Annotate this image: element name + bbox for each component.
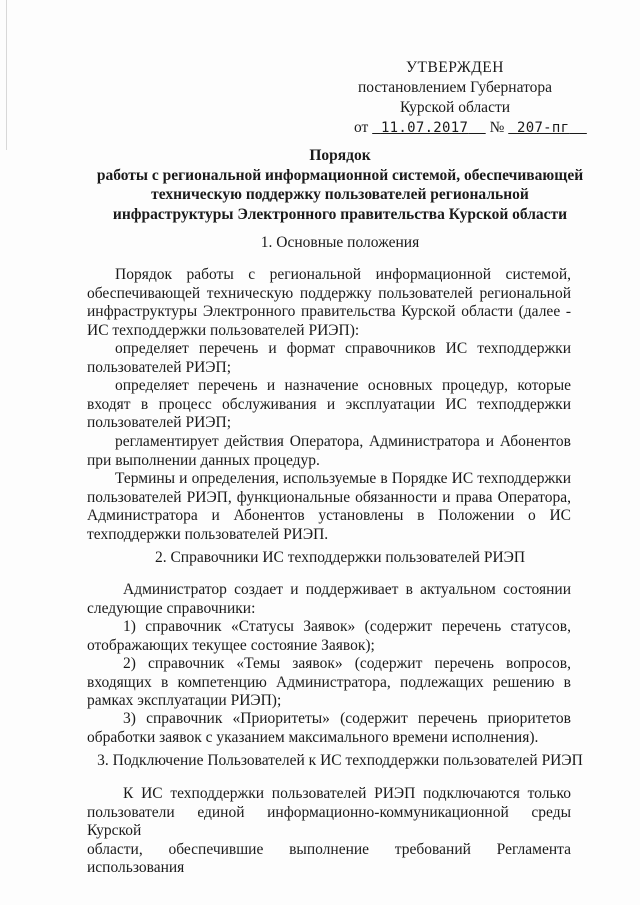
approval-date: 11.07.2017: [380, 120, 469, 136]
number-prefix: №: [489, 119, 505, 136]
section-1-heading: 1. Основные положения: [260, 234, 420, 251]
approval-line-2: Курской области: [399, 99, 511, 116]
section-1-paragraph-5: Термины и определения, используемые в Порядке ИС техподдержки пользователей РИЭП, функциональные обязанности и права Оператора, Администратора и Абонентов установлены в Положении о ИС техподдержки пользователей РИЭП.: [87, 470, 571, 543]
section-1-paragraph-2: определяет перечень и формат справочников ИС техподдержки пользователей РИЭП;: [87, 340, 571, 376]
approval-line-1: постановлением Губернатора: [357, 79, 553, 96]
section-2-item-3: 3) справочник «Приоритеты» (содержит перечень приоритетов обработки заявок с указанием максимального времени исполнения).: [87, 710, 571, 746]
section-1-paragraph-4: регламентирует действия Оператора, Администратора и Абонентов при выполнении данных процедур.: [87, 433, 571, 469]
section-3-paragraph-1: К ИС техподдержки пользователей РИЭП подключаются только пользователи единой информационно-коммуникационной среды Курской области, обеспечившие выполнение требований Регламента использования: [87, 785, 571, 876]
date-prefix: от: [354, 119, 369, 136]
approval-date-line: [340, 118, 570, 138]
section-2-heading: 2. Справочники ИС техподдержки пользователей РИЭП: [154, 549, 526, 566]
title-line-4: инфраструктуры Электронного правительства Курской области: [112, 205, 568, 223]
document-title: [60, 146, 620, 224]
section-2-paragraph-1: Администратор создает и поддерживает в актуальном состоянии следующие справочники:: [87, 581, 571, 617]
approval-number: 207-пг: [516, 120, 570, 136]
title-line-1: Порядок: [309, 147, 371, 164]
section-2-item-1: 1) справочник «Статусы Заявок» (содержит перечень статусов, отображающих текущее состояние Заявок);: [87, 618, 571, 654]
approval-title: УТВЕРЖДЕН: [406, 59, 504, 76]
page-edge: [6, 0, 7, 150]
section-1-paragraph-3: определяет перечень и назначение основных процедур, которые входят в процесс обслуживания и эксплуатации ИС техподдержки пользователей РИЭП;: [87, 377, 571, 431]
title-line-2: работы с региональной информационной системой, обеспечивающей: [96, 166, 584, 184]
section-2-item-2: 2) справочник «Темы заявок» (содержит перечень вопросов, входящих в компетенцию Администратора, подлежащих решению в рамках эксплуатации РИЭП);: [87, 655, 571, 709]
section-1-paragraph-1: Порядок работы с региональной информационной системой, обеспечивающей техническую поддержку пользователей региональной инфраструктуры Электронного правительства Курской области (далее - ИС техподдержки пользователей РИЭП):: [87, 266, 571, 339]
title-line-3: техническую поддержку пользователей региональной: [151, 186, 529, 203]
approval-block: [340, 58, 570, 138]
section-3-heading: 3. Подключение Пользователей к ИС техподдержки пользователей РИЭП: [97, 752, 583, 769]
